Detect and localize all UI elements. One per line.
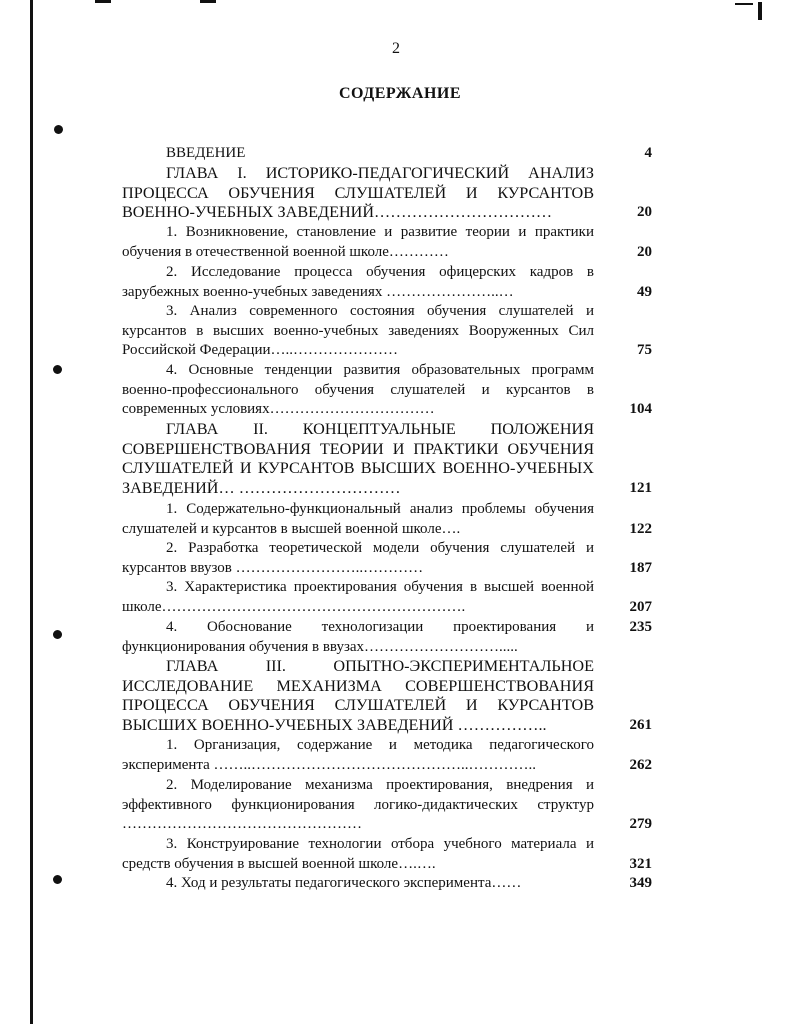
toc-entry-text: 4. Обоснование технологизации проектирования и функционирования обучения в ввузах………………………..... xyxy=(122,619,594,655)
toc-entry-text: 4. Ход и результаты педагогического эксперимента…… xyxy=(166,875,522,891)
toc-entry-3-2[interactable] xyxy=(122,776,652,835)
toc-entry-chapter-1[interactable] xyxy=(122,164,652,223)
toc-entry-text: 1. Организация, содержание и методика педагогического эксперимента ……..……………………………………..………….. xyxy=(122,737,594,773)
toc-entry-page: 279 xyxy=(629,816,652,833)
toc-entry-text: ВВЕДЕНИЕ xyxy=(166,145,246,161)
toc-entry-text: 2. Моделирование механизма проектирования, внедрения и эффективного функционирования логико-дидактических структур ………………………………………… xyxy=(122,777,594,833)
hole-punch-mark-3 xyxy=(53,630,62,639)
toc-entry-1-3[interactable] xyxy=(122,302,652,361)
toc-entry-2-2[interactable] xyxy=(122,539,652,578)
toc-entry-text: ГЛАВА II. КОНЦЕПТУАЛЬНЫЕ ПОЛОЖЕНИЯ СОВЕРШЕНСТВОВАНИЯ ТЕОРИИ И ПРАКТИКИ ОБУЧЕНИЯ СЛУШАТЕЛЕЙ И КУРСАНТОВ ВЫСШИХ ВОЕННО-УЧЕБНЫХ ЗАВЕДЕНИЙ… ………………………… xyxy=(122,420,594,497)
toc-entry-text: 3. Конструирование технологии отбора учебного материала и средств обучения в высшей военной школе….…. xyxy=(122,836,594,872)
toc-entry-page: 75 xyxy=(637,342,652,359)
hole-punch-mark-1 xyxy=(54,125,63,134)
toc-entry-text: ГЛАВА I. ИСТОРИКО-ПЕДАГОГИЧЕСКИЙ АНАЛИЗ ПРОЦЕССА ОБУЧЕНИЯ СЛУШАТЕЛЕЙ И КУРСАНТОВ ВОЕННО-УЧЕБНЫХ ЗАВЕДЕНИЙ…………………………… xyxy=(122,164,594,222)
toc-entry-text: 2. Исследование процесса обучения офицерских кадров в зарубежных военно-учебных заведениях …………………..… xyxy=(122,264,594,300)
toc-entry-1-1[interactable] xyxy=(122,223,652,262)
toc-entry-page: 349 xyxy=(629,875,652,891)
toc-entry-text: 3. Характеристика проектирования обучения в высшей военной школе……………………………………………………. xyxy=(122,579,594,615)
toc-entry-page: 49 xyxy=(637,283,652,300)
toc-entry-3-4[interactable] xyxy=(122,874,652,894)
toc-entry-page: 187 xyxy=(629,559,652,576)
hole-punch-mark-2 xyxy=(53,365,62,374)
toc-title: СОДЕРЖАНИЕ xyxy=(338,85,462,102)
toc-entry-page: 104 xyxy=(629,401,652,418)
toc-entry-page: 207 xyxy=(629,598,652,615)
toc-entry-2-3[interactable] xyxy=(122,578,652,617)
scan-mark-top-1 xyxy=(95,0,111,3)
toc-entry-2-1[interactable] xyxy=(122,500,652,539)
toc-entry-text: 1. Возникновение, становление и развитие теории и практики обучения в отечественной военной школе………… xyxy=(122,224,594,260)
toc-entry-chapter-3[interactable] xyxy=(122,657,652,735)
toc-entry-page: 261 xyxy=(629,716,652,733)
scan-mark-top-right xyxy=(735,3,753,5)
toc-entry-page: 4 xyxy=(644,145,652,161)
toc-entry-page: 122 xyxy=(629,520,652,537)
toc-entry-introduction[interactable] xyxy=(122,144,652,164)
toc-entry-text: 4. Основные тенденции развития образовательных программ военно-профессионального обучения слушателей и курсантов в современных условиях…………………………… xyxy=(122,362,594,418)
toc-entry-3-3[interactable] xyxy=(122,835,652,874)
toc-entry-page: 121 xyxy=(629,479,652,496)
toc-entry-text: 3. Анализ современного состояния обучения слушателей и курсантов в высших военно-учебных заведениях Вооруженных Сил Российской Федерации…..………………… xyxy=(122,303,594,359)
toc-entry-2-4[interactable] xyxy=(122,618,652,657)
hole-punch-mark-4 xyxy=(53,875,62,884)
toc-entry-3-1[interactable] xyxy=(122,736,652,775)
scan-mark-top-2 xyxy=(200,0,216,3)
toc-entry-text: ГЛАВА III. ОПЫТНО-ЭКСПЕРИМЕНТАЛЬНОЕ ИССЛЕДОВАНИЕ МЕХАНИЗМА СОВЕРШЕНСТВОВАНИЯ ПРОЦЕССА ОБУЧЕНИЯ СЛУШАТЕЛЕЙ И КУРСАНТОВ ВЫСШИХ ВОЕННО-УЧЕБНЫХ ЗАВЕДЕНИЙ …………….. xyxy=(122,657,594,734)
toc-entry-text: 2. Разработка теоретической модели обучения слушателей и курсантов ввузов ……………………..………… xyxy=(122,540,594,576)
scan-mark-corner xyxy=(758,2,762,20)
scan-border-left xyxy=(30,0,33,1024)
toc-entry-page: 235 xyxy=(629,619,652,635)
toc-entry-page: 20 xyxy=(637,204,652,221)
toc-entry-page: 262 xyxy=(629,756,652,773)
toc-entry-1-4[interactable] xyxy=(122,361,652,420)
page-number: 2 xyxy=(392,40,400,57)
toc-entry-1-2[interactable] xyxy=(122,263,652,302)
toc-entry-page: 321 xyxy=(629,855,652,872)
toc-entry-text: 1. Содержательно-функциональный анализ проблемы обучения слушателей и курсантов в высшей военной школе…. xyxy=(122,501,594,537)
toc-entry-chapter-2[interactable] xyxy=(122,420,652,498)
toc-entry-page: 20 xyxy=(637,243,652,260)
